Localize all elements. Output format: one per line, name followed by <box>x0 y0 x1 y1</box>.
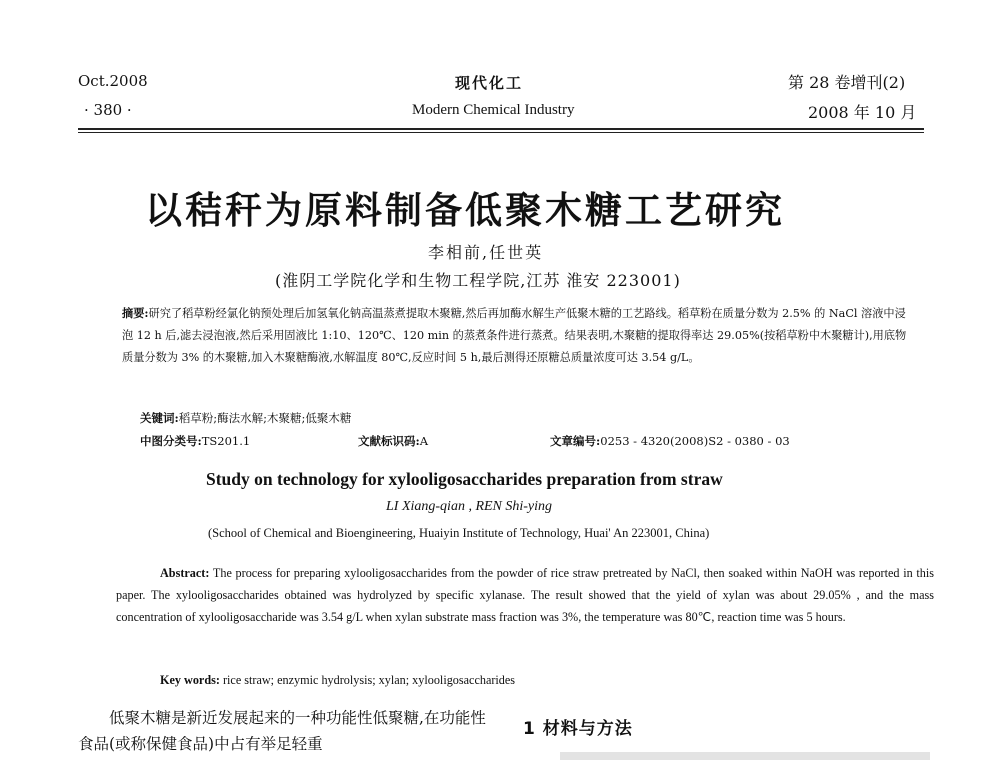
article-number <box>550 433 790 449</box>
header-volume: 第 28 卷增刊(2) <box>788 73 906 92</box>
header-date-left: Oct.2008 <box>78 72 148 90</box>
title-cn: 以秸秆为原料制备低聚木糖工艺研究 <box>145 189 785 232</box>
abstract-cn-text: 研究了稻草粉经氯化钠预处理后加氢氧化钠高温蒸煮提取木聚糖,然后再加酶水解生产低聚木糖的工艺路线。稻草粉在质量分数为 2.5% 的 NaCl 溶液中浸泡 12 h 后,滤去浸泡液,然后采用固液比 1:10、120℃、120 min 的蒸煮条件进行蒸煮。结果表明,木聚糖的提取得率达 29.05%(按稻草粉中木聚糖计),用底物质量分数为 3% 的木聚糖,加入木聚糖酶液,水解温度 80℃,反应时间 5 h,最后测得还原糖总质量浓度可达 3.54 g/L。 <box>122 307 907 364</box>
header-date-right: 2008 年 10 月 <box>808 103 917 122</box>
abstract-cn <box>122 302 912 369</box>
bleed-through-text <box>560 752 930 760</box>
clc-value: TS201.1 <box>201 434 251 448</box>
keywords-cn <box>140 410 351 426</box>
header-journal-cn: 现代化工 <box>455 74 524 92</box>
article-no-label: 文章编号: <box>550 434 601 448</box>
abstract-en-label: Abstract: <box>160 566 210 580</box>
keywords-cn-label: 关键词: <box>140 411 179 425</box>
document-code <box>358 433 428 449</box>
authors-cn: 李相前,任世英 <box>428 243 544 262</box>
doc-code-label: 文献标识码: <box>358 434 420 448</box>
abstract-cn-label: 摘要: <box>122 306 149 320</box>
body-paragraph: 低聚木糖是新近发展起来的一种功能性低聚糖,在功能性食品(或称保健食品)中占有举足轻重 <box>78 709 486 753</box>
keywords-en <box>160 673 515 688</box>
abstract-en <box>116 562 934 628</box>
abstract-en-text: The process for preparing xylooligosaccharides from the powder of rice straw pretreated by NaCl, then soaked within NaOH was reported in this paper. The xylooligosaccharides obtained was hydrolyzed by specific xylanase. The result showed that the yield of xylan was about 29.05% , and the mass concentration of xylooligosaccharide was 3.54 g/L when xylan substrate mass fraction was 3%, the temperature was 80℃, reaction time was 5 hours. <box>116 566 934 624</box>
section-title: 1 材料与方法 <box>523 719 633 739</box>
affiliation-en: (School of Chemical and Bioengineering, Huaiyin Institute of Technology, Huai' An 223001, China) <box>208 526 710 540</box>
authors-en: LI Xiang-qian , REN Shi-ying <box>386 499 553 514</box>
clc-label: 中图分类号: <box>140 434 202 448</box>
keywords-en-text: rice straw; enzymic hydrolysis; xylan; xylooligosaccharides <box>222 673 516 687</box>
header-page-number: · 380 · <box>84 101 132 119</box>
doc-code-value: A <box>419 434 429 448</box>
keywords-en-label: Key words: <box>160 673 220 687</box>
affiliation-cn: (淮阴工学院化学和生物工程学院,江苏 淮安 223001) <box>275 271 681 290</box>
header-rule <box>78 128 924 130</box>
article-no-value: 0253 - 4320(2008)S2 - 0380 - 03 <box>600 434 790 448</box>
header-journal-en: Modern Chemical Industry <box>412 102 575 118</box>
clc-number <box>140 433 250 449</box>
header-rule-thin <box>78 132 924 133</box>
keywords-cn-text: 稻草粉;酶法水解;木聚糖;低聚木糖 <box>178 411 352 425</box>
title-en: Study on technology for xylooligosaccharides preparation from straw <box>206 469 723 489</box>
